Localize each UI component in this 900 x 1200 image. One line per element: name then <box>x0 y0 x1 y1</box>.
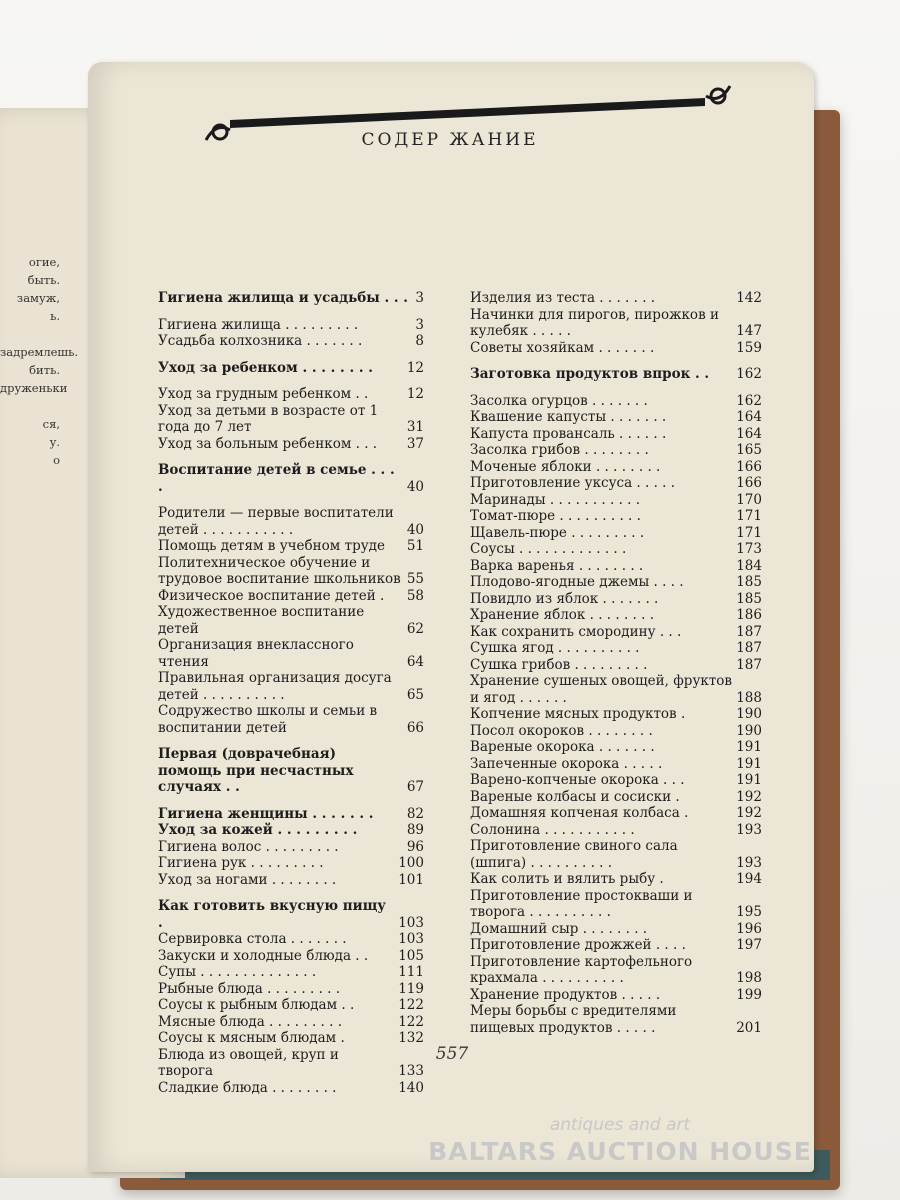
toc-entry-title: Плодово-ягодные джемы . . . . <box>470 574 684 590</box>
toc-entry-page: 12 <box>406 359 424 376</box>
toc-entry-title: Содружество школы и семьи в воспитании детей <box>158 703 382 736</box>
left-page-line: замуж, <box>16 291 60 305</box>
toc-entry-title: Соусы к мясным блюдам . <box>158 1030 345 1046</box>
toc-entry-title: Сушка грибов . . . . . . . . . <box>470 656 648 673</box>
toc-entry-title: Сервировка стола . . . . . . . <box>158 931 347 947</box>
toc-entry-page: 199 <box>736 986 762 1003</box>
left-page-line: ь. <box>50 309 60 323</box>
toc-entry <box>470 624 762 641</box>
toc-entry-title: Приготовление дрожжей . . . . <box>470 937 686 953</box>
toc-entry-page: 185 <box>736 590 762 607</box>
toc-entry <box>470 475 762 492</box>
toc-entry-page: 12 <box>406 386 424 402</box>
toc-entry <box>470 393 762 410</box>
toc-entry-page: 101 <box>398 871 424 888</box>
toc-entry-title: Соусы . . . . . . . . . . . . . <box>470 541 627 557</box>
toc-entry-title: Закуски и холодные блюда . . <box>158 947 369 964</box>
toc-entry <box>470 756 762 773</box>
toc-entry <box>470 921 762 938</box>
left-page-line: друженьки <box>0 381 68 395</box>
toc-entry-page: 105 <box>398 947 424 964</box>
toc-section-entry <box>158 360 424 377</box>
toc-entry-title: Приготовление свиного сала (шпига) . . . . . . . . . . <box>470 838 682 871</box>
toc-entry <box>470 290 762 307</box>
toc-entry-title: Хранение яблок . . . . . . . . <box>470 607 655 623</box>
toc-entry-page: 51 <box>406 538 424 554</box>
toc-entry-page: 188 <box>736 689 762 706</box>
toc-entry <box>158 948 424 965</box>
toc-entry <box>470 574 762 591</box>
toc-entry-page: 191 <box>736 739 762 755</box>
toc-entry-title: Повидло из яблок . . . . . . . <box>470 590 659 607</box>
toc-entry <box>158 386 424 403</box>
toc-entry-title: Гигиена жилища и усадьбы . . . <box>158 290 408 306</box>
toc-entry <box>470 426 762 443</box>
toc-entry-title: Вареные окорока . . . . . . . <box>470 739 655 755</box>
toc-entry-page: 185 <box>736 574 762 590</box>
toc-entry-page: 186 <box>736 607 762 623</box>
toc-entry-page: 173 <box>736 541 762 557</box>
toc-entry <box>470 871 762 888</box>
toc-entry-page: 55 <box>406 571 424 587</box>
toc-entry-page: 37 <box>406 435 424 452</box>
toc-entry <box>158 964 424 981</box>
toc-entry <box>470 673 762 706</box>
toc-entry-title: Организация внеклассного чтения <box>158 637 359 670</box>
toc-entry <box>158 403 424 436</box>
toc-entry-title: Как готовить вкусную пищу . <box>158 898 391 931</box>
toc-entry <box>470 706 762 723</box>
toc-entry-page: 122 <box>398 1013 424 1030</box>
toc-entry-title: Гигиена женщины . . . . . . . <box>158 805 374 822</box>
toc-entry-page: 197 <box>736 937 762 953</box>
toc-entry-title: Домашняя копченая колбаса . <box>470 805 689 821</box>
toc-entry-title: Варено-копченые окорока . . . <box>470 772 685 788</box>
toc-entry-page: 162 <box>736 366 762 382</box>
left-page-line: огие, <box>28 255 60 269</box>
toc-entry <box>158 538 424 555</box>
toc-entry-page: 170 <box>736 491 762 508</box>
toc-entry-page: 96 <box>406 838 424 855</box>
toc-entry-title: Гигиена жилища . . . . . . . . . <box>158 316 359 333</box>
toc-entry-page: 3 <box>415 290 424 306</box>
left-page-line: у. <box>49 435 60 449</box>
toc-entry-page: 165 <box>736 442 762 458</box>
toc-entry <box>158 839 424 856</box>
toc-entry <box>158 1080 424 1097</box>
toc-entry-page: 193 <box>736 821 762 838</box>
toc-entry-title: Соусы к рыбным блюдам . . <box>158 997 355 1013</box>
toc-entry-title: Хранение сушеных овощей, фруктов и ягод . . . . . . <box>470 673 737 706</box>
toc-entry <box>158 855 424 872</box>
toc-column-left <box>158 290 424 1096</box>
toc-entry-page: 164 <box>736 409 762 425</box>
toc-entry <box>470 307 762 340</box>
left-page-text <box>0 253 79 469</box>
toc-entry <box>470 640 762 657</box>
toc-entry-page: 190 <box>736 706 762 722</box>
toc-entry-title: Варка варенья . . . . . . . . <box>470 557 644 574</box>
toc-entry-title: Художественное воспитание детей <box>158 604 369 637</box>
toc-entry <box>470 789 762 806</box>
watermark-brand: BALTARS AUCTION HOUSE <box>428 1137 812 1166</box>
toc-entry <box>470 541 762 558</box>
watermark-tagline: antiques and art <box>549 1115 691 1135</box>
toc-entry-title: Домашний сыр . . . . . . . . <box>470 920 648 937</box>
toc-entry <box>158 670 424 703</box>
toc-entry <box>158 505 424 538</box>
toc-entry <box>470 1003 762 1036</box>
toc-entry-title: Меры борьбы с вредителями пищевых продуктов . . . . . <box>470 1003 681 1036</box>
toc-entry-page: 192 <box>736 805 762 821</box>
toc-entry-title: Первая (доврачебная) помощь при несчастных случаях . . <box>158 746 359 795</box>
toc-entry-title: Сладкие блюда . . . . . . . . <box>158 1079 337 1096</box>
toc-entry-page: 8 <box>415 333 424 349</box>
toc-entry-page: 198 <box>736 970 762 986</box>
toc-entry-page: 66 <box>406 719 424 736</box>
toc-entry <box>158 703 424 736</box>
toc-section-entry <box>158 290 424 307</box>
toc-entry <box>470 838 762 871</box>
toc-entry-page: 184 <box>736 557 762 574</box>
toc-entry-page: 171 <box>736 508 762 524</box>
toc-entry-page: 58 <box>406 587 424 604</box>
toc-entry <box>158 872 424 889</box>
left-page-line <box>0 397 60 415</box>
toc-entry-page: 3 <box>415 316 424 333</box>
toc-entry <box>470 442 762 459</box>
toc-entry <box>470 954 762 987</box>
page-title: СОДЕР ЖАНИЕ <box>361 130 539 150</box>
toc-entry-page: 133 <box>398 1063 424 1079</box>
toc-section-entry <box>158 462 424 495</box>
toc-entry-title: Уход за грудным ребенком . . <box>158 386 369 402</box>
toc-entry-title: Родители — первые воспитатели детей . . . . . . . . . . . <box>158 505 399 538</box>
toc-entry <box>158 604 424 637</box>
toc-entry-page: 196 <box>736 920 762 937</box>
toc-entry-title: Щавель-пюре . . . . . . . . . <box>470 524 645 541</box>
toc-section-entry <box>158 746 424 796</box>
toc-entry <box>470 591 762 608</box>
toc-entry-page: 159 <box>736 339 762 356</box>
toc-entry-title: Заготовка продуктов впрок . . <box>470 366 710 382</box>
toc-entry-page: 187 <box>736 656 762 673</box>
toc-entry-title: Приготовление уксуса . . . . . <box>470 475 676 491</box>
toc-entry-page: 103 <box>398 914 424 931</box>
left-page-line: бить. <box>29 363 60 377</box>
toc-entry-title: Квашение капусты . . . . . . . <box>470 409 667 425</box>
toc-entry <box>158 555 424 588</box>
toc-entry <box>158 981 424 998</box>
toc-entry-title: Гигиена волос . . . . . . . . . <box>158 838 339 855</box>
left-page-line: о <box>53 453 60 467</box>
toc-entry <box>470 739 762 756</box>
toc-entry-page: 192 <box>736 788 762 805</box>
toc-entry <box>470 805 762 822</box>
toc-entry-page: 67 <box>406 779 424 795</box>
toc-entry-title: Посол окороков . . . . . . . . <box>470 722 653 739</box>
toc-entry <box>158 1030 424 1047</box>
toc-entry-title: Солонина . . . . . . . . . . . <box>470 821 635 838</box>
toc-entry-title: Уход за детьми в возрасте от 1 года до 7 лет <box>158 402 383 435</box>
toc-entry <box>470 492 762 509</box>
left-page-line <box>0 325 60 343</box>
toc-entry <box>470 340 762 357</box>
toc-entry-page: 132 <box>398 1030 424 1046</box>
toc-entry-page: 147 <box>736 323 762 339</box>
toc-entry-title: Воспитание детей в семье . . . . <box>158 462 400 495</box>
toc-entry-page: 193 <box>736 854 762 871</box>
toc-entry-title: Блюда из овощей, круп и творога <box>158 1046 344 1079</box>
toc-entry-page: 40 <box>406 478 424 495</box>
toc-entry <box>158 588 424 605</box>
toc-entry <box>158 997 424 1014</box>
toc-entry-title: Физическое воспитание детей . <box>158 587 385 604</box>
toc-entry-title: Маринады . . . . . . . . . . . <box>470 491 641 508</box>
toc-entry-page: 171 <box>736 524 762 541</box>
toc-entry-title: Моченые яблоки . . . . . . . . <box>470 458 661 475</box>
left-page-line: ся, <box>42 417 60 431</box>
toc-entry-page: 119 <box>398 980 424 997</box>
toc-entry-page: 65 <box>406 686 424 703</box>
toc-entry-title: Рыбные блюда . . . . . . . . . <box>158 980 341 997</box>
toc-section-entry <box>158 898 424 931</box>
toc-entry <box>470 772 762 789</box>
toc-entry-page: 62 <box>406 620 424 637</box>
toc-entry <box>470 558 762 575</box>
watermark <box>420 1115 820 1166</box>
toc-entry <box>470 987 762 1004</box>
toc-entry-title: Усадьба колхозника . . . . . . . <box>158 333 363 349</box>
toc-entry-page: 166 <box>736 458 762 475</box>
toc-entry-title: Как солить и вялить рыбу . <box>470 871 664 887</box>
toc-entry-page: 195 <box>736 904 762 920</box>
toc-entry-title: Копчение мясных продуктов . <box>470 706 686 722</box>
toc-entry-page: 111 <box>398 964 424 980</box>
toc-entry-title: Томат-пюре . . . . . . . . . . <box>470 508 641 524</box>
toc-entry-page: 89 <box>406 822 424 838</box>
toc-entry <box>470 508 762 525</box>
toc-entry <box>470 459 762 476</box>
toc-entry-page: 187 <box>736 640 762 656</box>
toc-entry-page: 166 <box>736 475 762 491</box>
toc-entry-title: Вареные колбасы и сосиски . <box>470 788 680 805</box>
left-page-line: быть. <box>27 273 60 287</box>
toc-entry-page: 164 <box>736 425 762 442</box>
toc-entry-title: Запеченные окорока . . . . . <box>470 755 663 772</box>
toc-entry-title: Гигиена рук . . . . . . . . . <box>158 855 324 871</box>
toc-entry-title: Помощь детям в учебном труде <box>158 538 385 554</box>
toc-entry-title: Засолка грибов . . . . . . . . <box>470 442 649 458</box>
left-page-line: задремлешь. <box>0 345 79 359</box>
toc-entry <box>470 723 762 740</box>
toc-entry-page: 191 <box>736 755 762 772</box>
toc-entry-title: Капуста провансаль . . . . . . <box>470 425 667 442</box>
toc-entry-page: 31 <box>406 419 424 435</box>
toc-section-entry <box>158 806 424 823</box>
toc-entry <box>158 333 424 350</box>
toc-entry-title: Супы . . . . . . . . . . . . . . <box>158 964 317 980</box>
toc-entry-page: 40 <box>406 521 424 538</box>
toc-entry-title: Советы хозяйкам . . . . . . . <box>470 339 655 356</box>
toc-entry <box>158 637 424 670</box>
toc-entry-page: 82 <box>406 805 424 822</box>
toc-entry <box>470 409 762 426</box>
toc-entry-page: 194 <box>736 871 762 887</box>
toc-entry-page: 190 <box>736 722 762 739</box>
toc-entry-title: Начинки для пирогов, пирожков и кулебяк . . . . . <box>470 306 724 339</box>
toc-entry-title: Уход за ногами . . . . . . . . <box>158 871 337 888</box>
toc-entry-title: Уход за больным ребенком . . . <box>158 435 378 452</box>
toc-section-entry <box>158 822 424 839</box>
toc-column-right <box>470 290 762 1036</box>
toc-entry-title: Политехническое обучение и трудовое воспитание школьников <box>158 554 401 587</box>
toc-entry <box>470 937 762 954</box>
toc-entry <box>470 657 762 674</box>
toc-entry-title: Уход за ребенком . . . . . . . . <box>158 359 373 376</box>
toc-entry-page: 162 <box>736 392 762 409</box>
toc-entry <box>158 317 424 334</box>
toc-entry-title: Засолка огурцов . . . . . . . <box>470 392 648 409</box>
toc-entry-title: Сушка ягод . . . . . . . . . . <box>470 640 640 656</box>
page-number: 557 <box>435 1044 469 1064</box>
toc-entry <box>470 888 762 921</box>
toc-entry-title: Правильная организация досуга детей . . . . . . . . . . <box>158 670 396 703</box>
toc-entry-page: 100 <box>398 855 424 871</box>
toc-entry <box>470 607 762 624</box>
toc-entry-title: Приготовление простокваши и творога . . . . . . . . . . <box>470 887 697 920</box>
toc-entry <box>158 436 424 453</box>
toc-entry-title: Приготовление картофельного крахмала . . . . . . . . . . <box>470 953 697 986</box>
toc-entry-page: 187 <box>736 623 762 640</box>
toc-entry-title: Хранение продуктов . . . . . <box>470 986 661 1003</box>
toc-entry-page: 201 <box>736 1019 762 1036</box>
toc-entry <box>470 525 762 542</box>
toc-entry <box>470 822 762 839</box>
toc-section-entry <box>470 366 762 383</box>
toc-entry-page: 64 <box>406 653 424 670</box>
toc-entry-page: 103 <box>398 931 424 947</box>
toc-entry-title: Изделия из теста . . . . . . . <box>470 290 656 306</box>
toc-entry-page: 191 <box>736 772 762 788</box>
toc-entry <box>158 1047 424 1080</box>
toc-entry <box>158 1014 424 1031</box>
toc-entry-title: Уход за кожей . . . . . . . . . <box>158 822 358 838</box>
toc-entry-page: 122 <box>398 997 424 1013</box>
toc-entry-page: 142 <box>736 290 762 306</box>
toc-entry-title: Мясные блюда . . . . . . . . . <box>158 1013 342 1030</box>
toc-entry-title: Как сохранить смородину . . . <box>470 623 682 640</box>
toc-entry-page: 140 <box>398 1079 424 1096</box>
toc-entry <box>158 931 424 948</box>
